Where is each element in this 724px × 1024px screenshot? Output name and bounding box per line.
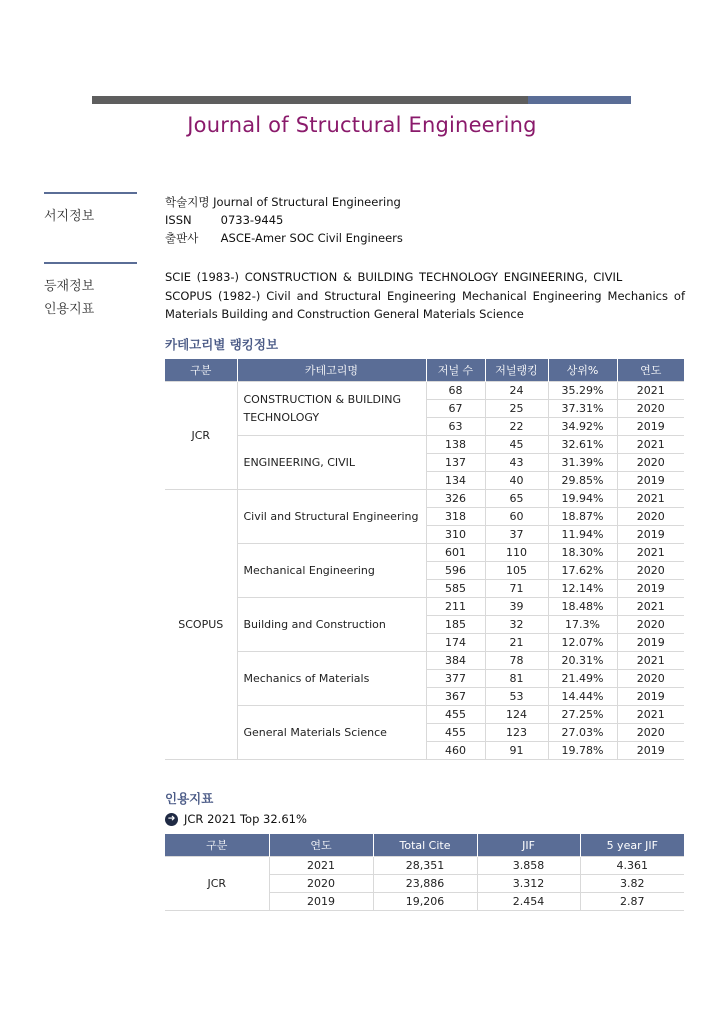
header-cell: 구분	[165, 834, 269, 857]
value-cell: 2021	[617, 436, 684, 454]
value-cell: 31.39%	[548, 454, 617, 472]
value-cell: 2019	[617, 634, 684, 652]
value-cell: 123	[485, 724, 548, 742]
issn-value: 0733-9445	[220, 213, 284, 227]
header-bar-accent	[528, 96, 631, 104]
table-row	[165, 436, 684, 454]
table-row	[165, 382, 684, 400]
ranking-title: 카테고리별 랭킹정보	[165, 337, 279, 352]
value-cell: 2020	[617, 724, 684, 742]
journal-key: 학술지명	[165, 195, 210, 209]
section-label-text: 인용지표	[44, 302, 95, 317]
value-cell: 12.14%	[548, 580, 617, 598]
value-cell: 367	[426, 688, 485, 706]
value-cell: 19,206	[373, 893, 477, 911]
value-cell: 20.31%	[548, 652, 617, 670]
value-cell: 2021	[617, 652, 684, 670]
category-cell: CONSTRUCTION & BUILDING TECHNOLOGY	[237, 382, 426, 436]
value-cell: 3.312	[477, 875, 580, 893]
value-cell: 2.454	[477, 893, 580, 911]
value-cell: 53	[485, 688, 548, 706]
value-cell: 596	[426, 562, 485, 580]
value-cell: 2019	[269, 893, 373, 911]
journal-row	[165, 193, 403, 211]
value-cell: 2021	[617, 598, 684, 616]
value-cell: 318	[426, 508, 485, 526]
ranking-table	[165, 359, 684, 760]
value-cell: 134	[426, 472, 485, 490]
value-cell: 455	[426, 706, 485, 724]
issn-key: ISSN	[165, 213, 192, 227]
value-cell: 12.07%	[548, 634, 617, 652]
header-bar-dark	[92, 96, 528, 104]
category-cell: Building and Construction	[237, 598, 426, 652]
value-cell: 310	[426, 526, 485, 544]
category-cell: Mechanical Engineering	[237, 544, 426, 598]
table-row	[165, 857, 684, 875]
value-cell: 17.3%	[548, 616, 617, 634]
value-cell: 2020	[617, 508, 684, 526]
value-cell: 27.03%	[548, 724, 617, 742]
value-cell: 81	[485, 670, 548, 688]
value-cell: 2019	[617, 742, 684, 760]
section-label-text: 등재정보	[44, 279, 95, 294]
value-cell: 45	[485, 436, 548, 454]
publisher-value: ASCE-Amer SOC Civil Engineers	[220, 231, 403, 245]
section-label-indexing	[44, 262, 137, 321]
table-row	[165, 706, 684, 724]
value-cell: 21.49%	[548, 670, 617, 688]
value-cell: 11.94%	[548, 526, 617, 544]
value-cell: 2020	[617, 670, 684, 688]
value-cell: 60	[485, 508, 548, 526]
header-cell: 5 year JIF	[580, 834, 684, 857]
value-cell: 384	[426, 652, 485, 670]
value-cell: 138	[426, 436, 485, 454]
value-cell: 2019	[617, 580, 684, 598]
value-cell: 2020	[617, 400, 684, 418]
value-cell: 2019	[617, 688, 684, 706]
citation-body	[165, 857, 684, 911]
value-cell: 455	[426, 724, 485, 742]
header-cell: 상위%	[548, 359, 617, 382]
value-cell: 34.92%	[548, 418, 617, 436]
value-cell: 18.30%	[548, 544, 617, 562]
value-cell: 29.85%	[548, 472, 617, 490]
value-cell: 3.82	[580, 875, 684, 893]
value-cell: 174	[426, 634, 485, 652]
scie-line: SCIE (1983-) CONSTRUCTION & BUILDING TECHNOLOGY ENGINEERING, CIVIL	[165, 270, 623, 284]
header-cell: Total Cite	[373, 834, 477, 857]
value-cell: 137	[426, 454, 485, 472]
value-cell: 37	[485, 526, 548, 544]
category-cell: General Materials Science	[237, 706, 426, 760]
group-cell: JCR	[165, 857, 269, 911]
value-cell: 67	[426, 400, 485, 418]
header-cell: 저널 수	[426, 359, 485, 382]
value-cell: 2019	[617, 526, 684, 544]
value-cell: 14.44%	[548, 688, 617, 706]
issn-row	[165, 211, 403, 229]
value-cell: 65	[485, 490, 548, 508]
category-cell: Civil and Structural Engineering	[237, 490, 426, 544]
value-cell: 2020	[617, 562, 684, 580]
header-cell: JIF	[477, 834, 580, 857]
header-cell: 연도	[269, 834, 373, 857]
citation-subtitle-text: JCR 2021 Top 32.61%	[184, 812, 307, 826]
value-cell: 326	[426, 490, 485, 508]
value-cell: 24	[485, 382, 548, 400]
value-cell: 377	[426, 670, 485, 688]
table-row	[165, 544, 684, 562]
value-cell: 211	[426, 598, 485, 616]
value-cell: 91	[485, 742, 548, 760]
value-cell: 185	[426, 616, 485, 634]
indexing-info	[165, 268, 685, 324]
value-cell: 39	[485, 598, 548, 616]
value-cell: 23,886	[373, 875, 477, 893]
value-cell: 63	[426, 418, 485, 436]
value-cell: 37.31%	[548, 400, 617, 418]
value-cell: 2021	[617, 544, 684, 562]
group-cell: SCOPUS	[165, 490, 237, 760]
value-cell: 110	[485, 544, 548, 562]
value-cell: 4.361	[580, 857, 684, 875]
section-label-text: 서지정보	[44, 209, 95, 224]
value-cell: 124	[485, 706, 548, 724]
value-cell: 2019	[617, 418, 684, 436]
table-row	[165, 598, 684, 616]
header-cell: 연도	[617, 359, 684, 382]
value-cell: 19.78%	[548, 742, 617, 760]
citation-table	[165, 834, 684, 911]
value-cell: 32.61%	[548, 436, 617, 454]
value-cell: 35.29%	[548, 382, 617, 400]
page-title: Journal of Structural Engineering	[187, 113, 537, 137]
category-cell: ENGINEERING, CIVIL	[237, 436, 426, 490]
value-cell: 2020	[617, 616, 684, 634]
value-cell: 78	[485, 652, 548, 670]
ranking-body	[165, 382, 684, 760]
citation-title: 인용지표	[165, 791, 214, 806]
value-cell: 71	[485, 580, 548, 598]
value-cell: 43	[485, 454, 548, 472]
header-bar	[92, 96, 631, 104]
value-cell: 17.62%	[548, 562, 617, 580]
arrow-right-circle-icon: ➜	[165, 813, 178, 826]
value-cell: 2021	[617, 490, 684, 508]
ranking-header-row	[165, 359, 684, 382]
journal-value: Journal of Structural Engineering	[213, 195, 401, 209]
value-cell: 2021	[269, 857, 373, 875]
value-cell: 40	[485, 472, 548, 490]
value-cell: 460	[426, 742, 485, 760]
value-cell: 3.858	[477, 857, 580, 875]
scopus-line: SCOPUS (1982-) Civil and Structural Engineering Mechanical Engineering Mechanics of Materials Building and Construction General Materials Science	[165, 288, 685, 321]
publisher-row	[165, 229, 403, 247]
value-cell: 2.87	[580, 893, 684, 911]
value-cell: 18.87%	[548, 508, 617, 526]
value-cell: 2021	[617, 706, 684, 724]
value-cell: 2021	[617, 382, 684, 400]
bibliographic-info	[165, 193, 403, 247]
value-cell: 2020	[617, 454, 684, 472]
value-cell: 18.48%	[548, 598, 617, 616]
value-cell: 2019	[617, 472, 684, 490]
value-cell: 27.25%	[548, 706, 617, 724]
citation-header-row	[165, 834, 684, 857]
header-cell: 저널랭킹	[485, 359, 548, 382]
table-row	[165, 652, 684, 670]
header-cell: 구분	[165, 359, 237, 382]
group-cell: JCR	[165, 382, 237, 490]
table-row	[165, 490, 684, 508]
value-cell: 585	[426, 580, 485, 598]
value-cell: 25	[485, 400, 548, 418]
citation-subtitle	[165, 812, 307, 826]
value-cell: 28,351	[373, 857, 477, 875]
value-cell: 22	[485, 418, 548, 436]
value-cell: 19.94%	[548, 490, 617, 508]
value-cell: 68	[426, 382, 485, 400]
value-cell: 32	[485, 616, 548, 634]
header-cell: 카테고리명	[237, 359, 426, 382]
section-label-bibliographic	[44, 192, 137, 228]
value-cell: 601	[426, 544, 485, 562]
value-cell: 2020	[269, 875, 373, 893]
category-cell: Mechanics of Materials	[237, 652, 426, 706]
value-cell: 21	[485, 634, 548, 652]
publisher-key: 출판사	[165, 231, 199, 245]
value-cell: 105	[485, 562, 548, 580]
